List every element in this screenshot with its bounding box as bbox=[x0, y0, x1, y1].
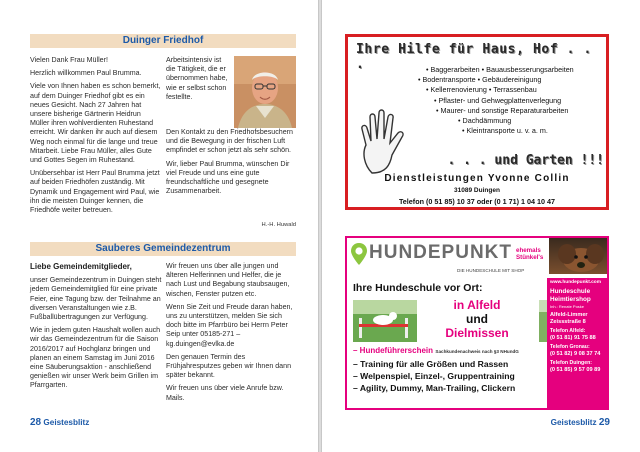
page-number: 28 bbox=[30, 417, 42, 428]
paragraph: Wir freuen uns über alle jungen und älteren Helferinnen und Helfer, die je nach Lust und Begabung staubsaugen, wischen, Fenster putzen etc. bbox=[166, 262, 290, 298]
ad-hundepunkt bbox=[345, 236, 609, 410]
list-item: • Pflaster- und Gehwegplattenverlegung bbox=[434, 95, 562, 105]
page-number: 29 bbox=[598, 417, 610, 428]
locations bbox=[419, 298, 535, 340]
left-page bbox=[0, 0, 318, 452]
magazine-name: Geistesblitz bbox=[550, 418, 597, 427]
section-title-gemeindezentrum: Sauberes Gemeindezentrum bbox=[30, 242, 296, 256]
website: www.hundepunkt.com bbox=[550, 280, 601, 285]
phone-label: Telefon Duingen: bbox=[550, 360, 592, 367]
brand-name: HUNDEPUNKT bbox=[369, 242, 512, 263]
brand-tagline: DIE HUNDESCHULE MIT SHOP bbox=[457, 268, 525, 273]
phone-number: (0 51 85) 9 57 09 89 bbox=[550, 367, 601, 374]
list-item: • Dachdämmung bbox=[458, 116, 512, 126]
service-note: Sachkundenachweis nach §3 NHundG bbox=[435, 349, 519, 354]
paragraph: unser Gemeindezentrum in Duingen steht jedem Gemeindemitglied für eine private Feier, eine Tagung bzw. der Teilnahme an diversen Veranstaltungen wie z.B. Fußballübertragungen zur Verfügung. bbox=[30, 276, 162, 322]
greeting: Liebe Gemeindemitglieder, bbox=[30, 262, 132, 271]
ad-dienstleistungen bbox=[345, 34, 609, 210]
paragraph: Arbeitsintensiv ist die Tätigkeit, die er übernommen habe, wie er selbst schon festellte. bbox=[166, 56, 228, 101]
paragraph: Wenn Sie Zeit und Freude daran haben, uns zu unterstützen, melden Sie sich doch bitte im Pfarrbüro bei Herrn Peter Seip unter 05185-271 – kg.duingen@evlka.de bbox=[166, 302, 293, 348]
paragraph: Unübersehbar ist Herr Paul Brumma jetzt auf beiden Friedhöfen zuständig. Mit Dynamik und Engagement wird Paul, wie ihn die meisten Duinger kennen, die Friedhöfe weiter betreuen. bbox=[30, 169, 160, 215]
agility-photo bbox=[353, 300, 417, 342]
phone-label: Telefon Alfeld: bbox=[550, 328, 586, 335]
service-line: – Training für alle Größen und Rassen bbox=[353, 359, 509, 369]
location-und: und bbox=[466, 312, 488, 326]
paragraph: Den Kontakt zu den Friedhofsbesuchern und die Bewegung in der frischen Luft empfindet er schon jetzt als sehr schön. bbox=[166, 128, 293, 155]
service-line: – Agility, Dummy, Man-Trailing, Clickern bbox=[353, 383, 516, 393]
agility-illustration bbox=[353, 300, 417, 342]
paragraph: Wie in jedem guten Haushalt wollen auch wir das Gemeindezentrum für die Saison 2016/2017 auf Hochglanz bringen und planen an einem Samstag im Juni 2016 eine Säuberungsaktion - anschließend genießen wir unser Werk beim Grillen im Pfarrgarten. bbox=[30, 326, 161, 390]
owner-name: Inh.: Renate Poske bbox=[550, 304, 585, 310]
friedhof-column-left bbox=[30, 56, 162, 219]
paragraph: Viele von Ihnen haben es schon bemerkt, auf dem Duinger Friedhof gibt es ein neues Gesicht. Nach 27 Jahren hat unsere bisherige Gärtnerin Heidrun Müller ihren wohlverdienten Ruhestand erreicht. Wir danken ihr auch auf diesem Weg noch einmal für die lange und treue Mitarbeit. Liebe Frau Müller, alles Gute und Gottes Segen im Ruhestand. bbox=[30, 82, 161, 165]
paragraph: Den genauen Termin des Frühjahresputzes geben wir Ihnen dann später bekannt. bbox=[166, 352, 292, 380]
paragraph: Wir freuen uns über viele Anrufe bzw. Mails. bbox=[166, 384, 284, 402]
paragraph: Wir, lieber Paul Brumma, wünschen Dir viel Freude und uns eine gute freundschaftliche und gesegnete Zusammenarbeit. bbox=[166, 159, 290, 196]
service-line: – Welpenspiel, Einzel-, Gruppentraining bbox=[353, 371, 515, 381]
section-title-friedhof: Duinger Friedhof bbox=[30, 34, 296, 48]
location-dielmissen: Dielmissen bbox=[445, 326, 509, 340]
ad-header bbox=[347, 238, 607, 276]
page-folio-left bbox=[30, 417, 89, 428]
ad-headline: Ihre Hilfe für Haus, Hof . . . bbox=[356, 42, 592, 72]
shop-name: Hundeschule Heimtiershop bbox=[550, 288, 591, 303]
author-signature: H.-H. Huwald bbox=[261, 222, 296, 228]
dog-photo bbox=[549, 238, 607, 274]
line-hundefuehrerschein bbox=[353, 344, 549, 358]
phone-number: (0 51 81) 91 75 88 bbox=[550, 335, 596, 342]
list-item: • Baggerarbeiten • Bauausbesserungsarbeiten bbox=[426, 65, 574, 74]
hundepunkt-logo bbox=[351, 241, 547, 273]
service-list bbox=[414, 65, 608, 136]
service-line: – Hundeführerschein bbox=[353, 346, 434, 355]
location-pin-icon bbox=[351, 243, 367, 265]
ad-title: Ihre Hundeschule vor Ort: bbox=[353, 282, 483, 294]
paragraph: Vielen Dank Frau Müller! bbox=[30, 56, 108, 64]
phone-number: (0 51 82) 9 08 37 74 bbox=[550, 351, 601, 358]
dog-illustration bbox=[549, 238, 607, 274]
brand-owner: ehemals Stünkel's bbox=[516, 247, 544, 261]
company-name: Dienstleistungen Yvonne Collin bbox=[384, 173, 570, 184]
address-line: Alfeld-Limmer bbox=[550, 311, 588, 318]
hand-icon bbox=[358, 107, 418, 177]
location-alfeld: in Alfeld bbox=[453, 298, 501, 312]
list-item: • Kleintransporte u. v. a. m. bbox=[462, 126, 548, 136]
contact-sidebar bbox=[547, 278, 607, 408]
list-item: • Kellerrenovierung • Terrassenbau bbox=[426, 85, 537, 95]
friedhof-column-right-bottom bbox=[166, 128, 296, 200]
magazine-name: Geistesblitz bbox=[43, 418, 90, 427]
portrait-photo bbox=[234, 56, 296, 128]
service-lines bbox=[353, 344, 549, 394]
list-item: • Maurer- und sonstige Reparaturarbeiten bbox=[436, 105, 569, 115]
company-city: 31089 Duingen bbox=[454, 187, 500, 194]
address-line: Zeissstraße 8 bbox=[550, 319, 586, 326]
ad-tagline: . . . und Garten !!! bbox=[447, 153, 604, 168]
portrait-illustration bbox=[234, 56, 296, 128]
page-folio-right bbox=[551, 417, 610, 428]
friedhof-column-right-top bbox=[166, 56, 232, 106]
company-telephone: Telefon (0 51 85) 10 37 oder (0 1 71) 1 04 10 47 bbox=[398, 197, 556, 206]
gemeindezentrum-column-right bbox=[166, 262, 296, 407]
paragraph: Herzlich willkommen Paul Brumma. bbox=[30, 69, 142, 78]
list-item: • Bodentransporte • Gebäudereinigung bbox=[418, 75, 542, 85]
phone-label: Telefon Gronau: bbox=[550, 344, 590, 351]
gemeindezentrum-column-left bbox=[30, 262, 162, 395]
